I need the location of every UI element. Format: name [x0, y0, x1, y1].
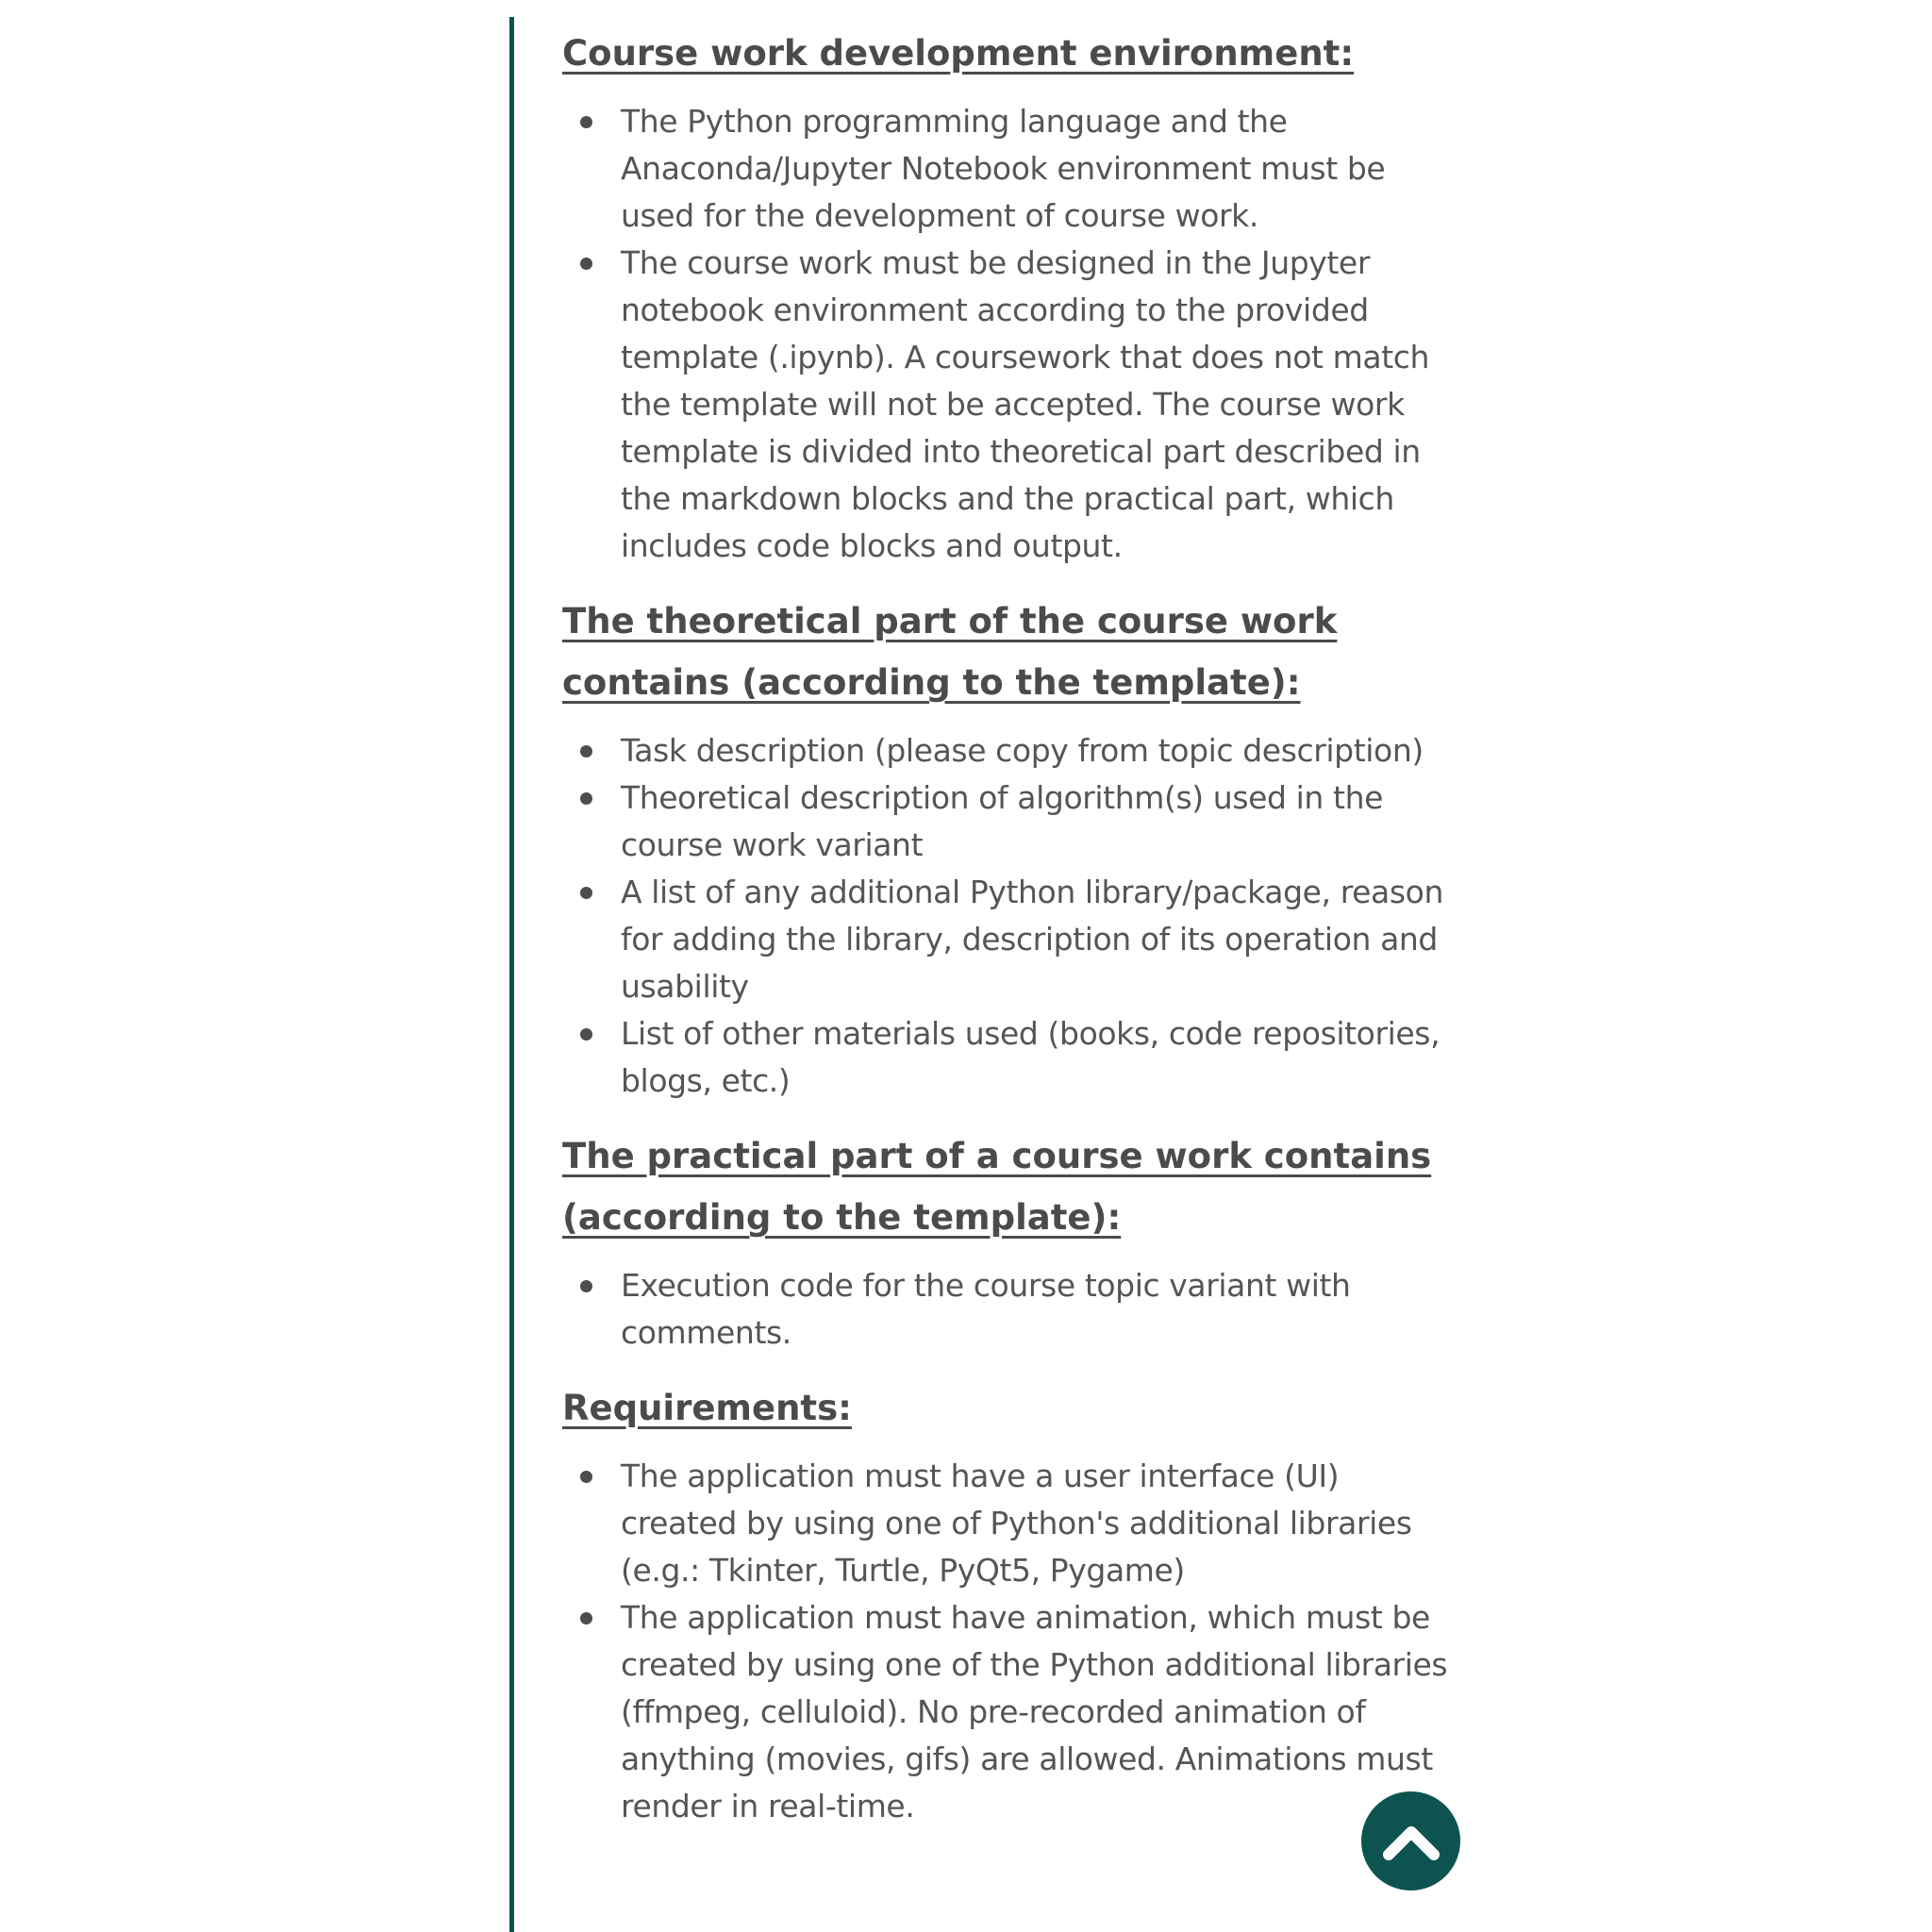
- chevron-up-icon: [1381, 1821, 1441, 1862]
- bullet-icon: [580, 1028, 592, 1041]
- list-item-text: The Python programming language and the Anaconda/Jupyter Notebook environment must be used for the development of course work.: [621, 103, 1386, 234]
- list-item: [562, 1262, 1449, 1357]
- list-item-text: Theoretical description of algorithm(s) used in the course work variant: [621, 779, 1383, 863]
- bullet-icon: [580, 1280, 592, 1292]
- section-heading-dev-environment: Course work development environment:: [562, 33, 1355, 74]
- list-item-text: Task description (please copy from topic description): [621, 732, 1424, 769]
- list-practical-part: [562, 1262, 1449, 1357]
- list-item: [562, 727, 1449, 774]
- bullet-icon: [580, 258, 592, 270]
- main-content: [562, 17, 1449, 1851]
- bullet-icon: [580, 1471, 592, 1483]
- list-item: [562, 774, 1449, 869]
- bullet-icon: [580, 745, 592, 758]
- bullet-icon: [580, 116, 592, 128]
- list-item: [562, 869, 1449, 1010]
- list-item: [562, 98, 1449, 240]
- bullet-icon: [580, 792, 592, 805]
- list-item: [562, 1453, 1449, 1594]
- bullet-icon: [580, 887, 592, 899]
- list-item: [562, 240, 1449, 570]
- section-heading-requirements: Requirements:: [562, 1388, 852, 1428]
- list-theoretical-part: [562, 727, 1449, 1105]
- list-item-text: The application must have a user interface (UI) created by using one of Python's additional libraries (e.g.: Tkinter, Turtle, PyQt5, Pygame): [621, 1457, 1412, 1589]
- list-item-text: The course work must be designed in the Jupyter notebook environment according to the provided template (.ipynb). A coursework that does not match the template will not be accepted. The course work template is divided into theoretical part described in the markdown blocks and the practical part, which includes code blocks and output.: [621, 244, 1430, 564]
- list-item-text: Execution code for the course topic variant with comments.: [621, 1267, 1351, 1351]
- bullet-icon: [580, 1612, 592, 1624]
- section-heading-theoretical-part: The theoretical part of the course work contains (according to the template):: [562, 601, 1338, 703]
- list-requirements: [562, 1453, 1449, 1830]
- list-item: [562, 1010, 1449, 1105]
- list-dev-environment: [562, 98, 1449, 570]
- list-item-text: A list of any additional Python library/package, reason for adding the library, description of its operation and usability: [621, 874, 1443, 1005]
- accent-rule: [509, 17, 514, 1932]
- section-heading-practical-part: The practical part of a course work contains (according to the template):: [562, 1136, 1432, 1238]
- list-item: [562, 1594, 1449, 1830]
- list-item-text: List of other materials used (books, code repositories, blogs, etc.): [621, 1015, 1441, 1099]
- list-item-text: The application must have animation, which must be created by using one of the Python additional libraries (ffmpeg, celluloid). No pre-recorded animation of anything (movies, gifs) are allowed. Animations must render in real-time.: [621, 1599, 1448, 1824]
- scroll-to-top-button[interactable]: [1361, 1791, 1460, 1890]
